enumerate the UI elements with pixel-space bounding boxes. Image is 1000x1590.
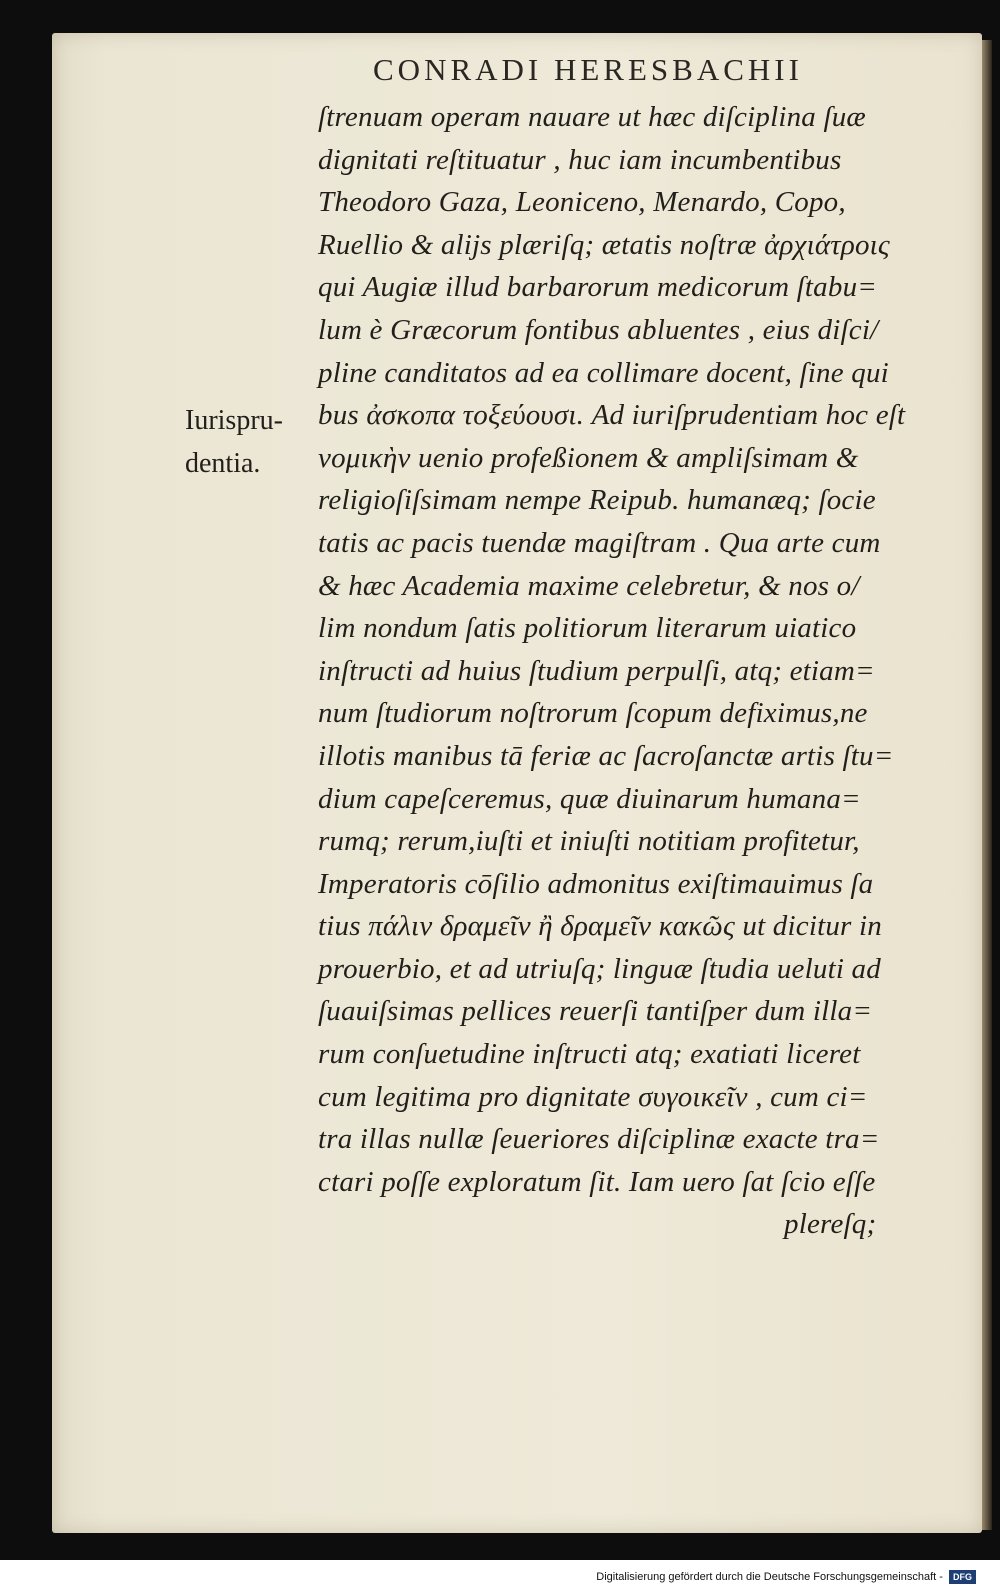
funding-credit-text: Digitalisierung gefördert durch die Deutsche Forschungsgemeinschaft - [596,1570,943,1583]
text-line: inſtructi ad huius ſtudium perpulſi, atq; etiam= [318,654,875,687]
text-line: tra illas nullæ ſeueriores diſciplinæ exacte tra= [318,1123,880,1156]
marginal-note-line: Iurispru- [185,405,283,436]
text-line: ctari poſſe exploratum ſit. Iam uero ſat ſcio eſſe [318,1165,876,1198]
text-line: qui Augiæ illud barbarorum medicorum ſtabu= [318,271,878,304]
text-line: pline canditatos ad ea collimare docent, ſine qui [318,356,889,389]
text-line: dignitati reſtituatur , huc iam incumbentibus [318,143,842,176]
funding-credit [596,1570,976,1584]
text-line: cum legitima pro dignitate συγοικεῖν , cum ci= [318,1080,868,1113]
text-line: tius πάλιν δραμεῖν ἢ δραμεῖν κακῶς ut dicitur in [318,910,882,943]
marginal-note [185,400,283,485]
text-line: Imperatoris cōſilio admonitus exiſtimauimus ſa [318,867,874,900]
text-line: bus ἀσκοπα τοξεύουσι. Ad iuriſprudentiam hoc eſt [318,399,906,432]
text-line: rum conſuetudine inſtructi atq; exatiati liceret [318,1038,861,1071]
text-line: religioſiſsimam nempe Reipub. humanæq; ſocie [318,484,876,517]
marginal-note-line: dentia. [185,447,261,479]
text-line: rumq; rerum,iuſti et iniuſti notitiam profitetur, [318,825,860,858]
text-line: dium capeſceremus, quæ diuinarum humana= [318,782,861,815]
text-line: & hæc Academia maxime celebretur, & nos o/ [318,569,860,602]
dfg-logo: DFG [949,1570,976,1584]
running-head: CONRADI HERESBACHII [373,52,803,87]
text-line: ſtrenuam operam nauare ut hæc diſciplina ſuæ [318,101,866,133]
text-line: Theodoro Gaza, Leoniceno, Menardo, Copo, [318,186,846,219]
text-line: νομικὴν uenio profeßionem & ampliſsimam & [318,441,859,474]
text-line: lim nondum ſatis politiorum literarum uiatico [318,612,857,645]
text-line: num ſtudiorum noſtrorum ſcopum defiximus,ne [318,697,868,730]
text-line: lum è Græcorum fontibus abluentes , eius diſci/ [318,313,879,346]
text-line: tatis ac pacis tuendæ magiſtram . Qua arte cum [318,526,881,559]
catchword: plereſq; [784,1208,877,1241]
body-text [318,96,938,1246]
text-line: illotis manibus tā feriæ ac ſacroſanctæ artis ſtu= [318,739,894,772]
text-line: Ruellio & alijs plæriſq; ætatis noſtræ ἀρχιάτροις [318,228,890,261]
text-line: prouerbio, et ad utriuſq; linguæ ſtudia ueluti ad [318,952,881,985]
text-line: ſuauiſsimas pellices reuerſi tantiſper dum illa= [318,995,873,1028]
